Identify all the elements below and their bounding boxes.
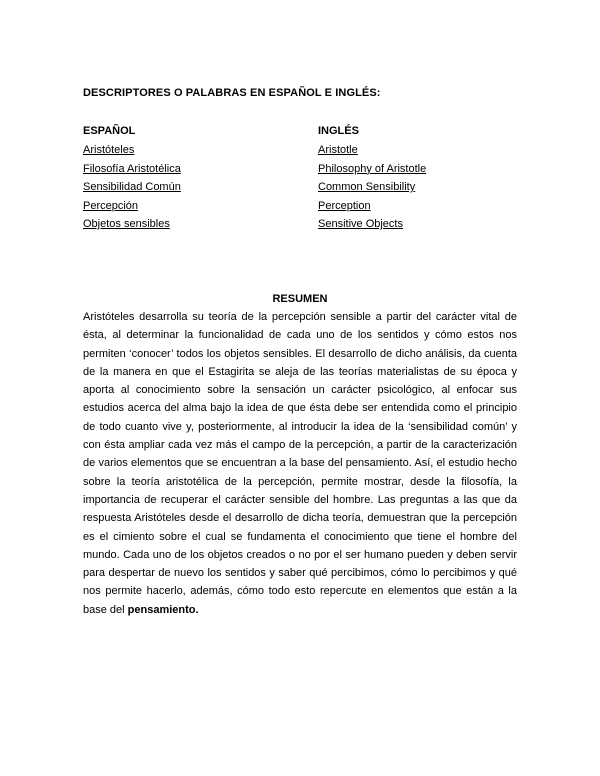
spanish-term-text: Filosofía Aristotélica: [83, 162, 181, 175]
spanish-term-text: Objetos sensibles: [83, 218, 170, 230]
spanish-column: [83, 125, 181, 237]
english-term: [318, 163, 426, 182]
abstract-title: RESUMEN: [272, 293, 328, 305]
spanish-term-text: Percepción: [83, 199, 139, 212]
spanish-term: [83, 218, 181, 237]
english-term-text: Aristotle: [318, 144, 358, 156]
spanish-term: [83, 200, 181, 219]
english-term-text: Philosophy of Aristotle: [318, 162, 427, 175]
english-term: [318, 181, 426, 200]
english-term-text: Perception: [318, 199, 371, 212]
spanish-term: [83, 163, 181, 182]
spanish-term-text: Aristóteles: [83, 144, 135, 156]
spanish-column-title: ESPAÑOL: [83, 125, 136, 137]
spanish-term: [83, 181, 181, 200]
spanish-term: [83, 144, 181, 163]
english-term-list: [318, 144, 426, 237]
english-term: [318, 144, 426, 163]
descriptors-heading: DESCRIPTORES O PALABRAS EN ESPAÑOL E INGLÉS:: [83, 87, 381, 99]
abstract-text: Aristóteles desarrolla su teoría de la percepción sensible a partir del carácter vital de ésta, al determinar la funcionalidad de cada uno de los sentidos y cómo estos nos permiten ‘conocer’ todos los objetos sensibles. El desarrollo de dicho análisis, da cuenta de la manera en que el Estagirita se aleja de las teorías materialistas de su época y aporta al conocimiento sobre la sensación un carácter psicológico, al enfocar sus estudios acerca del alma bajo la idea de que ésta debe ser entendida como el principio de todo cuanto vive y, posteriormente, al introducir la idea de la ‘sensibilidad común’ y con ésta ampliar cada vez más el campo de la percepción, a partir de la caracterización de varios elementos que se encuentran a la base del pensamiento. Así, el estudio hecho sobre la teoría aristotélica de la percepción, permite mostrar, desde la filosofía, la importancia de recuperar el carácter sensible del hombre. Las preguntas a las que da respuesta Aristóteles desde el desarrollo de dicha teoría, demuestran que la percepción es el cimiento sobre el cual se fundamenta el conocimiento que tiene el hombre del mundo. Cada uno de los objetos creados o no por el ser humano pueden y deben servir para despertar de nuevo los sentidos y saber qué percibimos, cómo lo percibimos y qué nos permite hacerlo, además, cómo todo esto repercute en elementos que están a la base del: [83, 311, 517, 616]
abstract-paragraph: [83, 308, 517, 619]
english-term: [318, 218, 426, 237]
spanish-term-list: [83, 144, 181, 237]
english-term-text: Common Sensibility: [318, 181, 416, 193]
english-term-text: Sensitive Objects: [318, 218, 403, 230]
english-column: [318, 125, 426, 237]
english-column-title: INGLÉS: [318, 125, 359, 137]
abstract-final-word: pensamiento.: [127, 603, 199, 616]
spanish-term-text: Sensibilidad Común: [83, 181, 181, 193]
english-term: [318, 200, 426, 219]
